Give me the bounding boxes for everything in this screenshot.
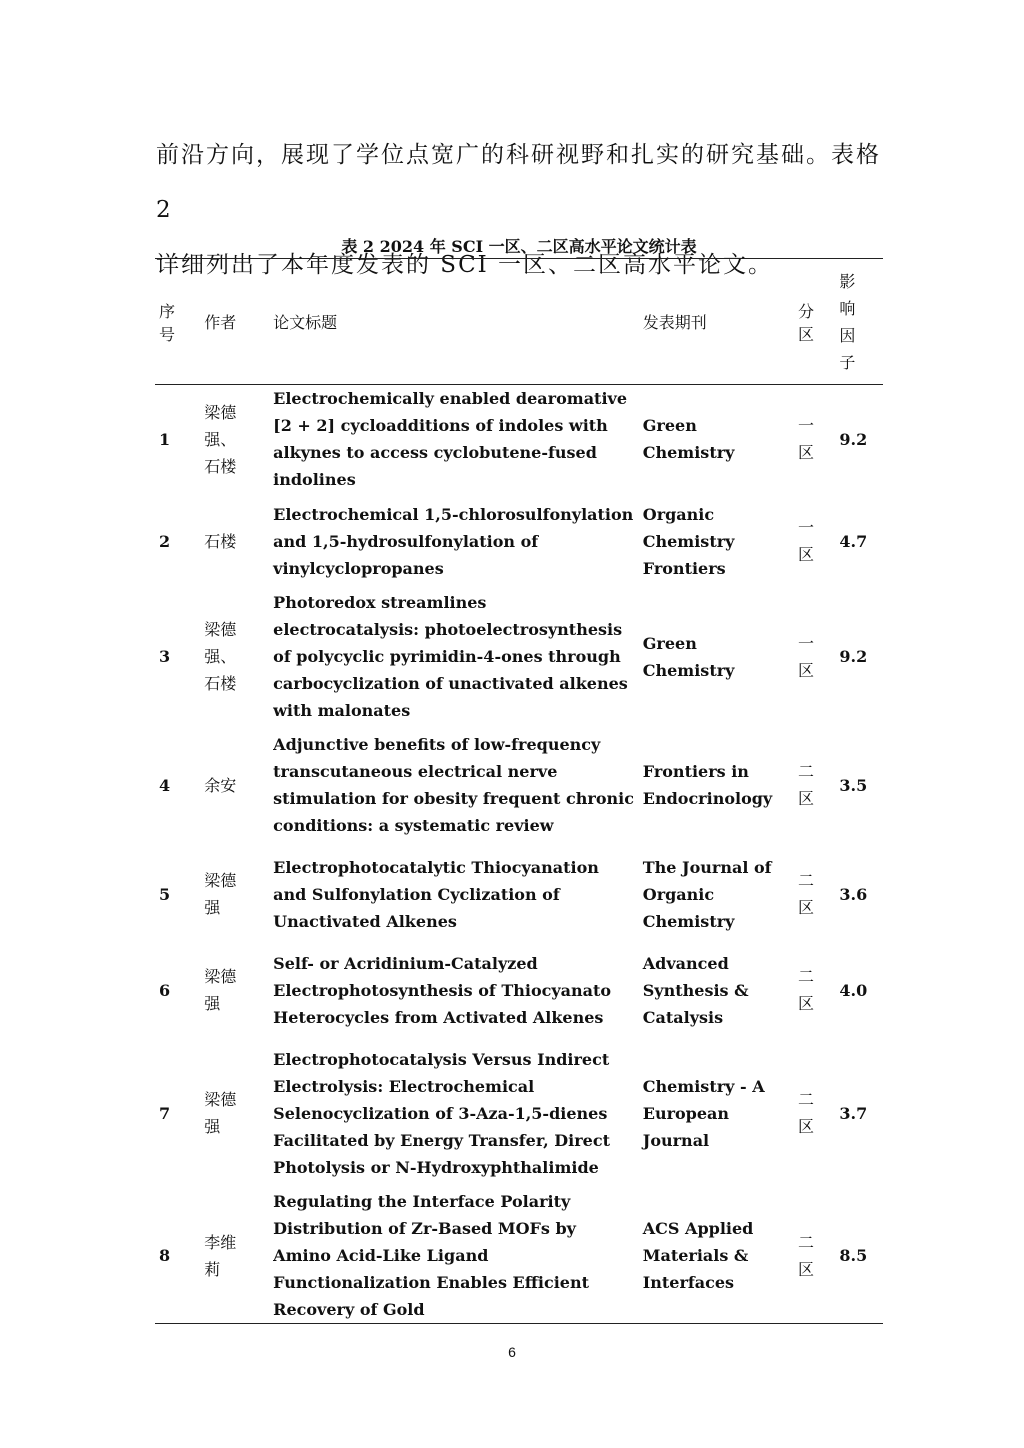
table-row [155,724,883,846]
row-author: 李维莉 [200,1188,269,1324]
row-number: 8 [155,1188,200,1324]
row-impact: 3.7 [839,1103,868,1123]
header-title: 论文标题 [269,259,639,385]
row-impact: 9.2 [839,429,868,449]
row-title: Electrophotocatalytic Thiocyanation and Sulfonylation Cyclization of Unactivated Alkenes [273,857,599,931]
row-zone: 一区 [798,633,815,680]
row-title: Electrochemically enabled dearomative [2 + 2] cycloadditions of indoles with alkynes to access cyclobutene-fused indolines [273,389,627,489]
row-journal: The Journal of Organic Chemistry [642,857,772,931]
row-title: Self- or Acridinium-Catalyzed Electrophotosynthesis of Thiocyanato Heterocycles from Activated Alkenes [273,953,612,1027]
header-author: 作者 [200,259,269,385]
row-impact: 3.6 [839,884,868,904]
table-body [155,385,883,1324]
row-title: Electrophotocatalysis Versus Indirect Electrolysis: Electrochemical Selenocyclization of 3-Aza-1,5-dienes Facilitated by Energy Transfer, Direct Photolysis or N-Hydroxyphthalimide [273,1049,610,1177]
row-journal: Green Chemistry [642,416,735,462]
row-impact: 4.7 [839,531,868,551]
row-journal: Chemistry - A European Journal [642,1076,765,1150]
table-header-row [155,259,883,385]
row-author: 梁德强、石楼 [204,402,237,476]
row-zone: 二区 [798,967,815,1013]
row-number: 1 [159,429,171,449]
table-row [155,589,883,724]
row-number: 3 [159,647,171,666]
row-number: 4 [159,775,171,795]
header-no: 序号 [155,259,200,385]
row-title: Adjunctive benefits of low-frequency transcutaneous electrical nerve stimulation for obesity frequent chronic conditions: a systematic review [273,735,634,835]
table-row [155,1188,883,1324]
row-number: 6 [159,980,171,1000]
row-journal: Advanced Synthesis & Catalysis [642,953,749,1027]
intro-line-1: 前沿方向，展现了学位点宽广的科研视野和扎实的研究基础。表格 2 [156,142,881,223]
row-zone: 二区 [798,1090,815,1136]
row-journal: Organic Chemistry Frontiers [642,504,735,578]
table-row [155,942,883,1038]
row-author: 石楼 [204,531,237,551]
row-impact: 4.0 [839,980,868,1000]
header-journal: 发表期刊 [639,259,794,385]
header-zone: 分区 [794,259,835,385]
row-title: Photoredox streamlines electrocatalysis: photoelectrosynthesis of polycyclic pyrimidin-4-ones through carbocyclization of unactivated alkenes with malonates [273,593,628,720]
row-author: 梁德强 [204,1090,237,1136]
row-number: 7 [159,1103,171,1123]
row-number: 5 [159,884,171,904]
row-zone: 二区 [794,1188,835,1324]
row-author: 梁德强、石楼 [204,620,237,693]
row-zone: 一区 [798,518,815,564]
row-journal: Green Chemistry [642,633,735,680]
table-caption: 表 2 2024 年 SCI 一区、二区高水平论文统计表 [341,237,697,256]
row-number: 2 [159,531,171,551]
row-impact: 3.5 [839,775,868,795]
row-zone: 一区 [798,416,815,462]
table-row [155,493,883,589]
row-title: Regulating the Interface Polarity Distribution of Zr-Based MOFs by Amino Acid-Like Ligand Functionalization Enables Efficient Recovery of Gold [269,1188,639,1324]
row-journal: ACS Applied Materials & Interfaces [639,1188,794,1324]
row-journal: Frontiers in Endocrinology [642,762,773,808]
table-row [155,846,883,942]
row-author: 余安 [204,775,237,795]
table-row [155,385,883,494]
row-author: 梁德强 [204,967,237,1013]
papers-table [155,258,883,1324]
intro-line-2: 详细列出了本年度发表的 SCI 一区、二区高水平论文。 [156,252,774,278]
row-zone: 二区 [798,871,815,917]
row-author: 梁德强 [204,871,237,917]
row-impact: 8.5 [835,1188,883,1324]
header-impact: 影响因子 [835,259,883,385]
row-title: Electrochemical 1,5-chlorosulfonylation and 1,5-hydrosulfonylation of vinylcyclopropanes [273,504,634,578]
row-impact: 9.2 [839,647,868,666]
row-zone: 二区 [798,762,815,808]
page-number: 6 [508,1344,516,1360]
table-row [155,1038,883,1188]
